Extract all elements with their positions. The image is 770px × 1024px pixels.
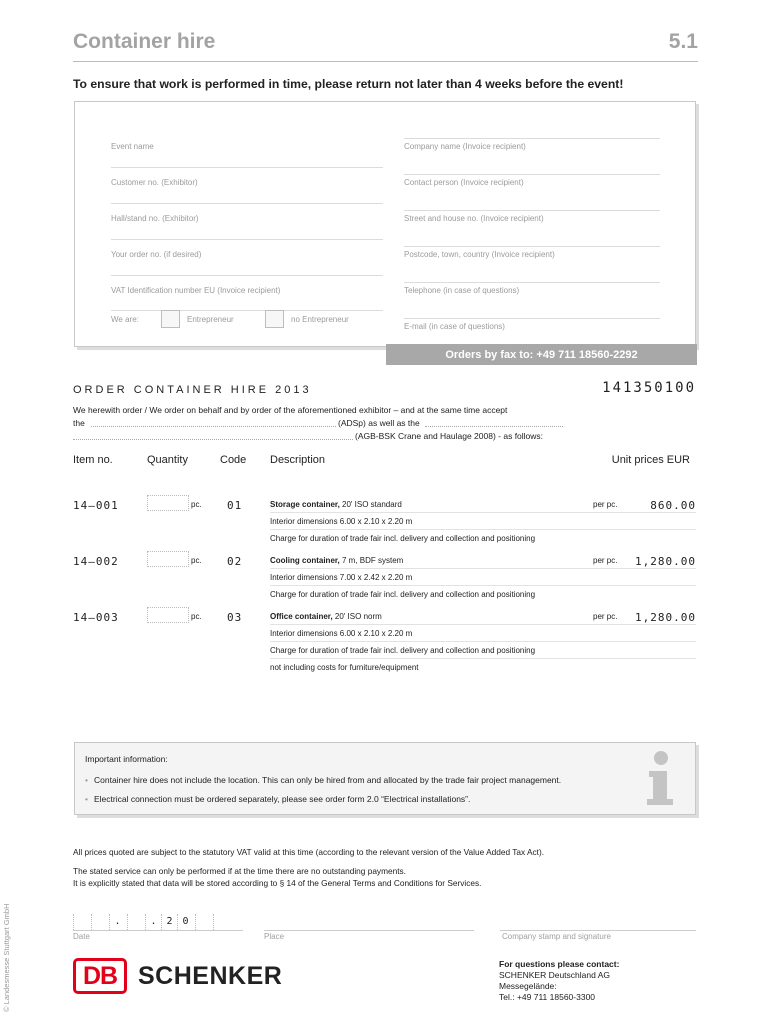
unit-label: pc. xyxy=(191,500,202,509)
row-divider xyxy=(270,568,696,569)
intro-line-2a: the xyxy=(73,418,85,428)
col-item-no: Item no. xyxy=(73,454,113,466)
vat-id-label: VAT Identification number EU (Invoice recipient) xyxy=(111,286,281,295)
item-code: 02 xyxy=(227,555,243,568)
item-description xyxy=(270,500,402,509)
quantity-input[interactable] xyxy=(147,495,189,511)
item-detail: Interior dimensions 6.00 x 2.10 x 2.20 m xyxy=(270,629,413,638)
customer-no-field[interactable] xyxy=(111,203,383,204)
postcode-label: Postcode, town, country (Invoice recipient) xyxy=(404,250,555,259)
email-label: E-mail (in case of questions) xyxy=(404,322,505,331)
contact-company: SCHENKER Deutschland AG xyxy=(499,970,611,980)
item-detail: Interior dimensions 7.00 x 2.42 x 2.20 m xyxy=(270,573,413,582)
data-storage-note: It is explicitly stated that data will be stored according to § 14 of the General Terms and Conditions for Services. xyxy=(73,878,482,888)
street-label: Street and house no. (Invoice recipient) xyxy=(404,214,544,223)
date-cell[interactable] xyxy=(127,914,143,930)
date-line xyxy=(73,930,243,931)
item-number: 14–003 xyxy=(73,611,119,624)
date-separator: . xyxy=(145,914,161,930)
customer-details-form xyxy=(74,101,696,347)
row-divider xyxy=(270,624,696,625)
per-label: per pc. xyxy=(593,500,618,509)
item-price: 1,280.00 xyxy=(635,555,696,568)
item-number: 14–002 xyxy=(73,555,119,568)
telephone-label: Telephone (in case of questions) xyxy=(404,286,520,295)
event-name-label: Event name xyxy=(111,142,154,151)
date-cell[interactable] xyxy=(73,914,89,930)
col-unit-prices: Unit prices EUR xyxy=(611,454,690,466)
hall-stand-label: Hall/stand no. (Exhibitor) xyxy=(111,214,199,223)
contact-tel: Tel.: +49 711 18560-3300 xyxy=(499,992,596,1002)
event-name-field[interactable] xyxy=(111,167,383,168)
item-code: 01 xyxy=(227,499,243,512)
item-detail: not including costs for furniture/equipment xyxy=(270,663,419,672)
no-entrepreneur-checkbox[interactable] xyxy=(265,310,284,328)
quantity-input[interactable] xyxy=(147,551,189,567)
item-spec: 20' ISO norm xyxy=(332,612,382,621)
terms-dotline-1 xyxy=(91,426,336,427)
date-cell[interactable] xyxy=(213,914,229,930)
unit-label: pc. xyxy=(191,612,202,621)
intro-line-1: We herewith order / We order on behalf and by order of the aforementioned exhibitor – and at the same time accept xyxy=(73,405,508,415)
vat-note: All prices quoted are subject to the statutory VAT valid at this time (according to the relevant version of the Value Added Tax Act). xyxy=(73,847,545,857)
item-spec: 20' ISO standard xyxy=(339,500,402,509)
entrepreneur-checkbox[interactable] xyxy=(161,310,180,328)
item-name: Office container, xyxy=(270,612,333,621)
item-description xyxy=(270,612,382,621)
row-divider xyxy=(270,641,696,642)
deadline-notice: To ensure that work is performed in time, please return not later than 4 weeks before the event! xyxy=(73,77,624,91)
place-label: Place xyxy=(264,932,285,941)
telephone-field[interactable] xyxy=(404,318,660,319)
form-number: 5.1 xyxy=(668,30,698,53)
hall-stand-field[interactable] xyxy=(111,239,383,240)
company-name-field[interactable] xyxy=(404,174,660,175)
contact-person-field[interactable] xyxy=(404,210,660,211)
vat-id-field[interactable] xyxy=(111,310,383,311)
order-no-label: Your order no. (if desired) xyxy=(111,250,202,259)
item-price: 1,280.00 xyxy=(635,611,696,624)
copyright: © Landesmesse Stuttgart GmbH xyxy=(2,903,11,1012)
date-year-digit: 2 xyxy=(161,914,177,930)
unit-label: pc. xyxy=(191,556,202,565)
date-year-digit: 0 xyxy=(177,914,193,930)
item-name: Cooling container, xyxy=(270,556,340,565)
contact-heading: For questions please contact: xyxy=(499,959,620,969)
item-detail: Charge for duration of trade fair incl. delivery and collection and positioning xyxy=(270,534,536,543)
stamp-label: Company stamp and signature xyxy=(502,932,611,941)
date-separator: . xyxy=(109,914,125,930)
we-are-label: We are: xyxy=(111,315,139,324)
payment-note: The stated service can only be performed if at the time there are no outstanding payments. xyxy=(73,866,406,876)
item-spec: 7 m, BDF system xyxy=(339,556,404,565)
row-divider xyxy=(270,658,696,659)
db-logo: DB xyxy=(73,958,127,994)
street-field[interactable] xyxy=(404,246,660,247)
order-no-field[interactable] xyxy=(111,275,383,276)
date-label: Date xyxy=(73,932,90,941)
intro-line-2b: (ADSp) as well as the xyxy=(338,418,420,428)
info-title: Important information: xyxy=(85,754,168,764)
info-icon xyxy=(639,749,683,809)
intro-line-3: (AGB-BSK Crane and Haulage 2008) - as follows: xyxy=(355,431,544,441)
contact-person-label: Contact person (Invoice recipient) xyxy=(404,178,524,187)
order-title: ORDER CONTAINER HIRE 2013 xyxy=(73,384,312,396)
date-cell[interactable] xyxy=(91,914,107,930)
order-number: 141350100 xyxy=(602,380,696,396)
entrepreneur-label: Entrepreneur xyxy=(187,315,234,324)
postcode-field[interactable] xyxy=(404,282,660,283)
info-bullet: • Electrical connection must be ordered separately, please see order form 2.0 “Electrical installations”. xyxy=(85,794,470,804)
row-divider xyxy=(270,585,696,586)
col-quantity: Quantity xyxy=(147,454,188,466)
row-divider xyxy=(270,512,696,513)
info-bullet: • Container hire does not include the location. This can only be hired from and allocated by the trade fair project management. xyxy=(85,775,561,785)
terms-dotline-2 xyxy=(425,426,563,427)
per-label: per pc. xyxy=(593,612,618,621)
item-description xyxy=(270,556,403,565)
item-detail: Charge for duration of trade fair incl. delivery and collection and positioning xyxy=(270,646,536,655)
page-title: Container hire xyxy=(73,30,216,53)
quantity-input[interactable] xyxy=(147,607,189,623)
item-detail: Charge for duration of trade fair incl. delivery and collection and positioning xyxy=(270,590,536,599)
schenker-logo: SCHENKER xyxy=(138,962,283,990)
no-entrepreneur-label: no Entrepreneur xyxy=(291,315,349,324)
per-label: per pc. xyxy=(593,556,618,565)
right-top-line xyxy=(404,138,660,139)
fax-number-bar: Orders by fax to: +49 711 18560-2292 xyxy=(386,344,697,365)
col-description: Description xyxy=(270,454,326,466)
item-detail: Interior dimensions 6.00 x 2.10 x 2.20 m xyxy=(270,517,413,526)
item-code: 03 xyxy=(227,611,243,624)
company-name-label: Company name (Invoice recipient) xyxy=(404,142,526,151)
row-divider xyxy=(270,529,696,530)
customer-no-label: Customer no. (Exhibitor) xyxy=(111,178,198,187)
signature-line[interactable] xyxy=(500,930,696,931)
col-code: Code xyxy=(220,454,247,466)
terms-dotline-3 xyxy=(73,439,353,440)
contact-place: Messegelände: xyxy=(499,981,557,991)
important-info-box xyxy=(74,742,696,815)
header-divider xyxy=(73,61,698,62)
date-cell[interactable] xyxy=(195,914,211,930)
place-line[interactable] xyxy=(264,930,474,931)
item-number: 14–001 xyxy=(73,499,119,512)
item-name: Storage container, xyxy=(270,500,340,509)
item-price: 860.00 xyxy=(650,499,696,512)
